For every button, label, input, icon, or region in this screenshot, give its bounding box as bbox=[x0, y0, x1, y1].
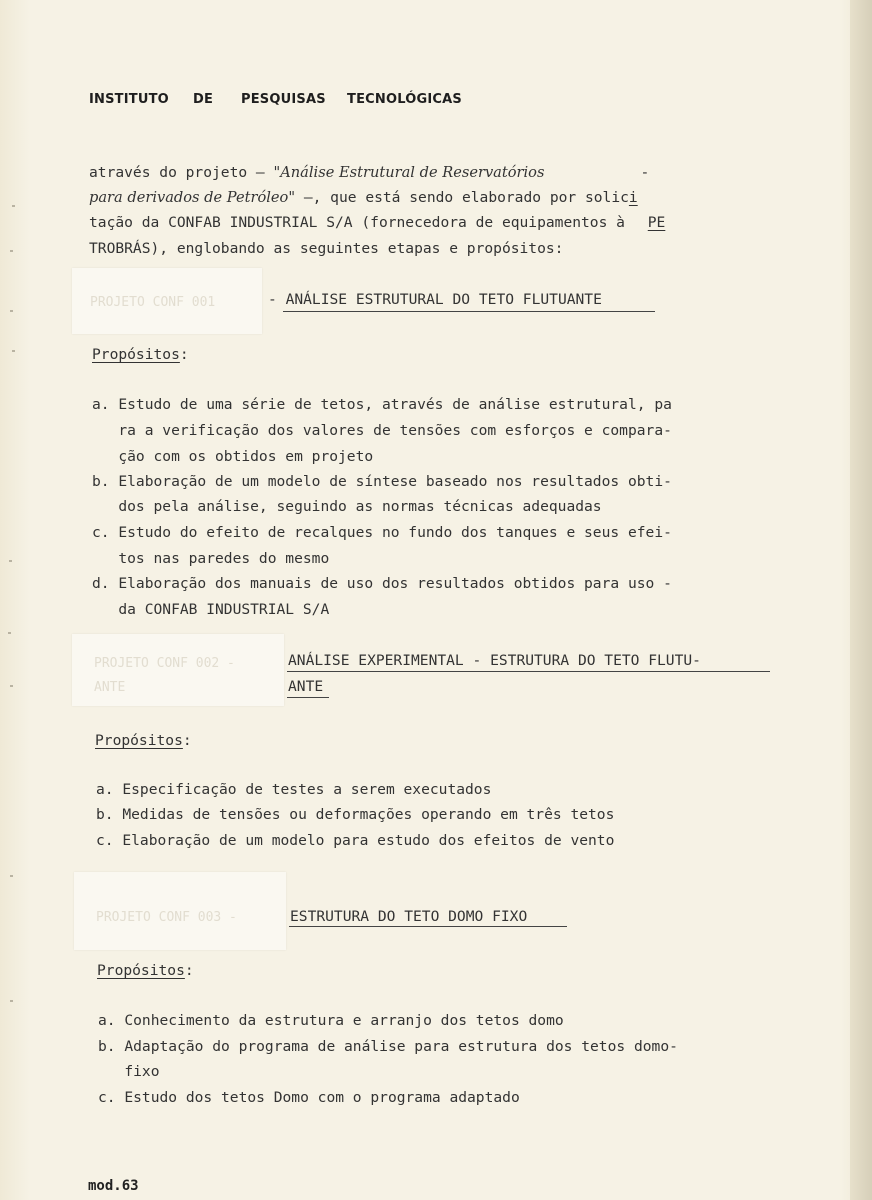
list-item: a. Especificação de testes a serem executados bbox=[96, 781, 492, 798]
intro-line-1 bbox=[89, 164, 649, 182]
intro-text: PE bbox=[647, 214, 666, 231]
list-item: b. Elaboração de um modelo de síntese baseado nos resultados obti- bbox=[92, 473, 672, 490]
purposes-colon: : bbox=[184, 962, 194, 979]
heading-underline bbox=[289, 926, 567, 927]
margin-speck bbox=[10, 685, 13, 687]
institute-header bbox=[89, 92, 462, 107]
header-word: TECNOLÓGICAS bbox=[347, 92, 462, 107]
covered-project-code: PROJETO CONF 003 - bbox=[96, 910, 237, 925]
paper-edge bbox=[850, 0, 872, 1200]
list-item: dos pela análise, seguindo as normas técnicas adequadas bbox=[92, 498, 602, 515]
section-2-heading-cont: ANTE bbox=[288, 678, 324, 695]
list-item: da CONFAB INDUSTRIAL S/A bbox=[92, 601, 330, 618]
intro-text: i bbox=[628, 189, 638, 206]
list-item: fixo bbox=[98, 1063, 160, 1080]
purposes-label bbox=[97, 962, 194, 980]
list-item: ra a verificação dos valores de tensões com esforços e compara- bbox=[92, 422, 672, 439]
list-item: a. Estudo de uma série de tetos, através de análise estrutural, pa bbox=[92, 396, 672, 413]
intro-text: tação da CONFAB INDUSTRIAL S/A (fornecedora de equipamentos à bbox=[89, 214, 634, 231]
covered-project-code: ANTE bbox=[94, 680, 126, 695]
list-item: c. Estudo do efeito de recalques no fundo dos tanques e seus efei- bbox=[92, 524, 672, 541]
intro-line-2 bbox=[89, 189, 638, 207]
form-number: mod.63 bbox=[88, 1178, 139, 1194]
purposes-text: Propósitos bbox=[95, 732, 183, 749]
header-word: INSTITUTO bbox=[89, 92, 169, 107]
purposes-colon: : bbox=[182, 732, 192, 749]
paper-patch bbox=[74, 872, 286, 950]
project-title: "Análise Estrutural de Reservatórios bbox=[273, 164, 545, 181]
section-3-heading: ESTRUTURA DO TETO DOMO FIXO bbox=[290, 908, 528, 925]
margin-speck bbox=[8, 632, 11, 634]
purposes-label bbox=[95, 732, 192, 750]
list-item: ção com os obtidos em projeto bbox=[92, 448, 374, 465]
purposes-text: Propósitos bbox=[92, 346, 180, 363]
section-1-heading: - ANÁLISE ESTRUTURAL DO TETO FLUTUANTE bbox=[268, 291, 602, 308]
list-item: a. Conhecimento da estrutura e arranjo dos tetos domo bbox=[98, 1012, 564, 1029]
covered-project-code: PROJETO CONF 001 bbox=[90, 295, 216, 310]
margin-speck bbox=[12, 205, 15, 207]
project-title: para derivados de Petróleo" bbox=[89, 189, 296, 206]
intro-text: - bbox=[640, 164, 650, 181]
paper-patch bbox=[72, 268, 262, 334]
purposes-text: Propósitos bbox=[97, 962, 185, 979]
section-2-heading: ANÁLISE EXPERIMENTAL - ESTRUTURA DO TETO FLUTU- bbox=[288, 652, 701, 669]
purposes-label bbox=[92, 346, 189, 364]
purposes-colon: : bbox=[179, 346, 189, 363]
intro-text: através do projeto — bbox=[89, 164, 274, 181]
list-item: c. Elaboração de um modelo para estudo dos efeitos de vento bbox=[96, 832, 615, 849]
margin-speck bbox=[9, 560, 12, 562]
intro-text: —, que está sendo elaborado por solic bbox=[295, 189, 629, 206]
margin-speck bbox=[12, 350, 15, 352]
margin-speck bbox=[10, 250, 13, 252]
header-word: PESQUISAS bbox=[241, 92, 326, 107]
intro-line-3 bbox=[89, 214, 665, 232]
paper-patch bbox=[72, 634, 284, 706]
list-item: b. Medidas de tensões ou deformações operando em três tetos bbox=[96, 806, 615, 823]
list-item: d. Elaboração dos manuais de uso dos resultados obtidos para uso - bbox=[92, 575, 672, 592]
heading-underline bbox=[283, 311, 655, 312]
heading-underline bbox=[287, 671, 770, 672]
list-item: b. Adaptação do programa de análise para estrutura dos tetos domo- bbox=[98, 1038, 678, 1055]
list-item: c. Estudo dos tetos Domo com o programa adaptado bbox=[98, 1089, 520, 1106]
intro-line-4: TROBRÁS), englobando as seguintes etapas e propósitos: bbox=[89, 240, 564, 257]
margin-speck bbox=[10, 875, 13, 877]
header-word: DE bbox=[193, 92, 214, 107]
heading-underline bbox=[287, 697, 329, 698]
list-item: tos nas paredes do mesmo bbox=[92, 550, 330, 567]
covered-project-code: PROJETO CONF 002 - bbox=[94, 656, 235, 671]
margin-speck bbox=[10, 310, 13, 312]
margin-speck bbox=[10, 1000, 13, 1002]
